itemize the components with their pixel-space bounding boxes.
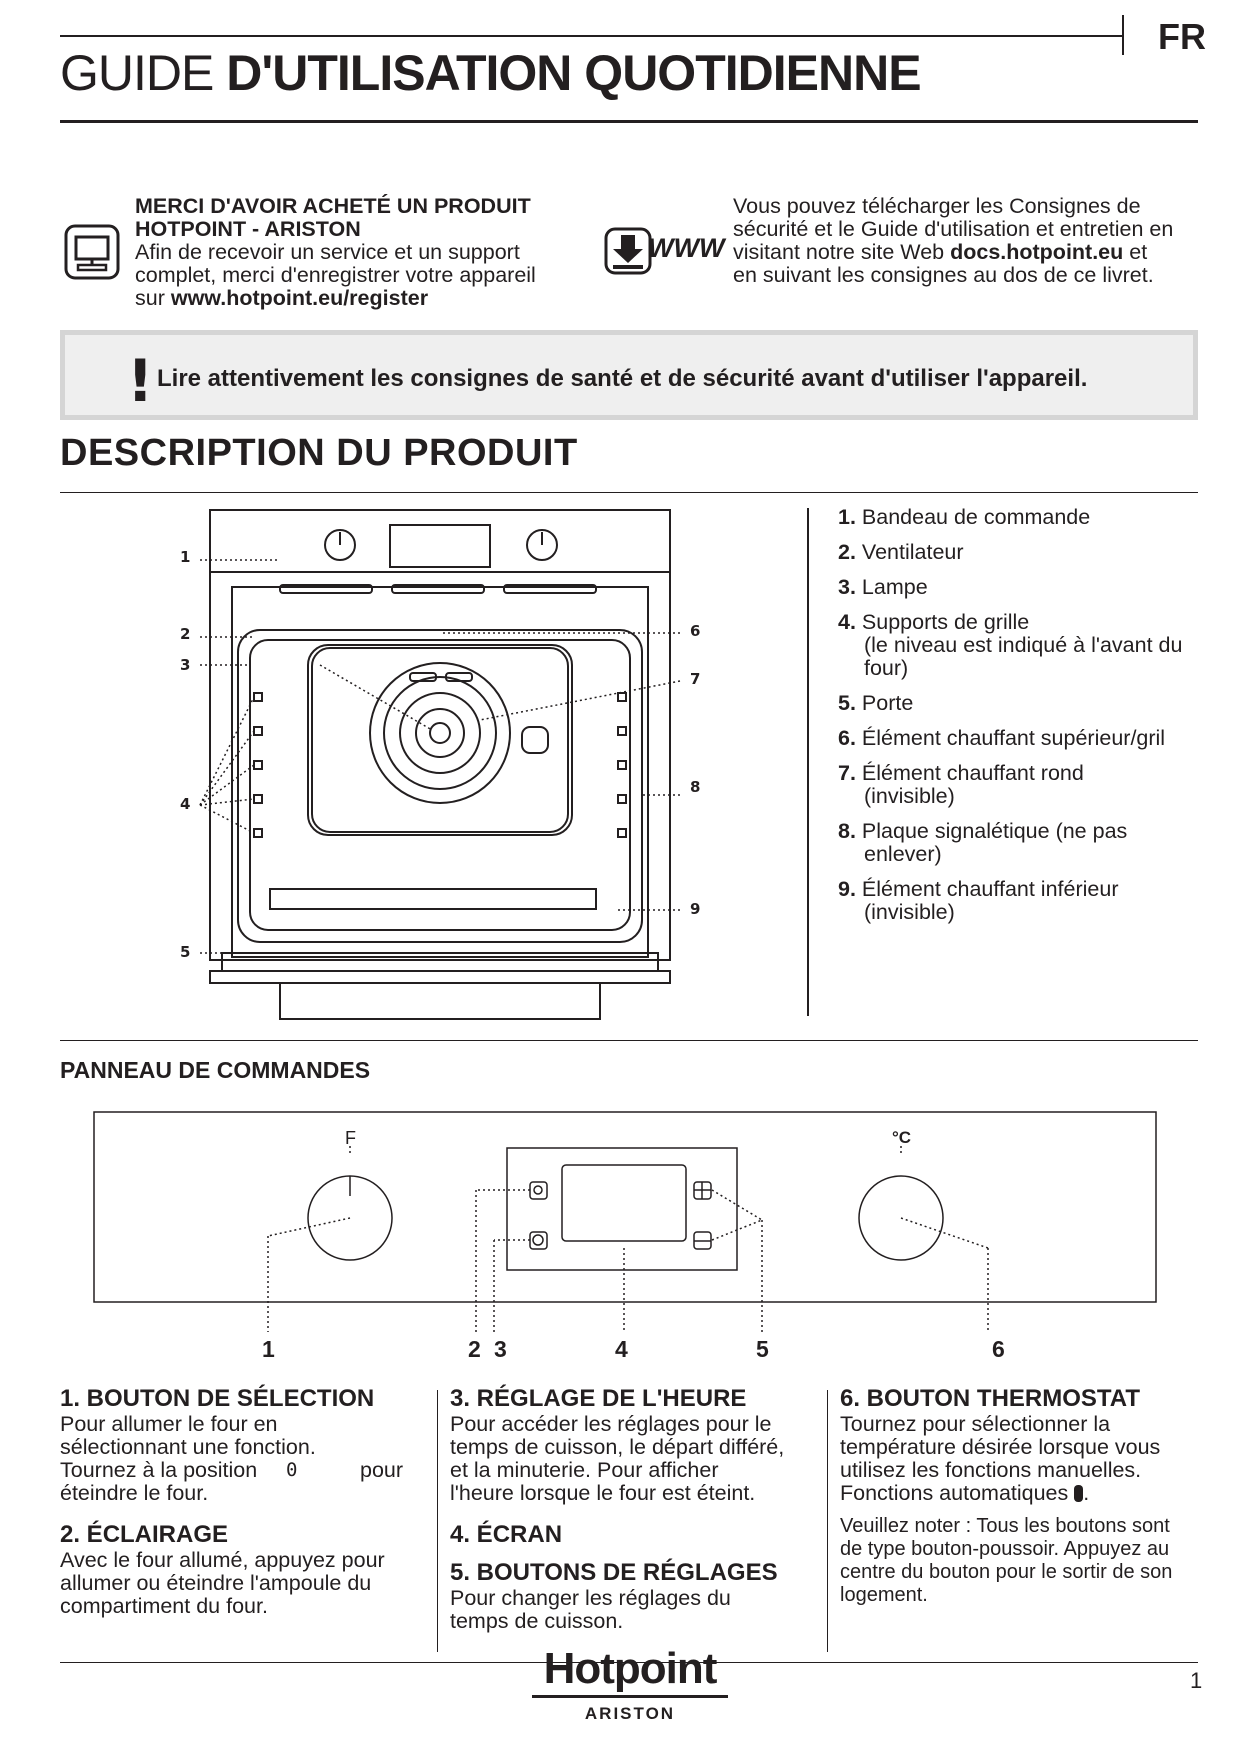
panel-number-5: 5 (756, 1336, 769, 1362)
display-heading: 4. ÉCRAN (450, 1521, 563, 1548)
computer-icon (64, 224, 120, 285)
download-line-2: sécurité et le Guide d'utilisation et entretien en (733, 217, 1174, 241)
description-heading: DESCRIPTION DU PRODUIT (60, 432, 578, 474)
diagram-callout-4: 4 (180, 795, 191, 813)
clock-line-3: et la minuterie. Pour afficher (450, 1458, 719, 1482)
auto-function-icon (1074, 1485, 1083, 1502)
thermostat-auto: Fonctions automatiques (840, 1481, 1069, 1505)
part-item (838, 576, 1218, 599)
part-label: Porte (861, 691, 914, 715)
part-label: Ventilateur (861, 540, 964, 564)
clock-line-1: Pour accéder les réglages pour le (450, 1412, 772, 1436)
download-line-1: Vous pouvez télécharger les Consignes de (733, 194, 1141, 218)
part-item (838, 692, 1218, 715)
docs-url-link[interactable]: docs.hotpoint.eu (950, 240, 1124, 264)
part-item (838, 506, 1218, 529)
description-rule (60, 492, 1198, 493)
register-info (135, 195, 605, 310)
register-url-link[interactable]: www.hotpoint.eu/register (170, 286, 429, 310)
diagram-callout-8: 8 (690, 778, 701, 796)
register-body-1: Afin de recevoir un service et un support (135, 240, 520, 264)
download-prefix: visitant notre site Web (733, 240, 951, 264)
thermostat-line-3: utilisez les fonctions manuelles. (840, 1458, 1142, 1482)
selection-line-1: Pour allumer le four en (60, 1412, 278, 1436)
part-label: Élément chauffant rond (861, 761, 1084, 785)
safety-warning-text: Lire attentivement les consignes de santé et de sécurité avant d'utiliser l'appareil. (157, 365, 1088, 392)
diagram-callout-7: 7 (690, 670, 701, 688)
clock-heading: 3. RÉGLAGE DE L'HEURE (450, 1385, 747, 1412)
page-title-bold: D'UTILISATION QUOTIDIENNE (226, 45, 921, 101)
part-item (838, 762, 1218, 808)
part-item (838, 727, 1218, 750)
header-bottom-rule (60, 120, 1198, 123)
knob-label-celsius: °C (892, 1128, 912, 1147)
header-top-rule (60, 35, 1124, 37)
clock-line-2: temps de cuisson, le départ différé, (450, 1435, 785, 1459)
register-body-2: complet, merci d'enregistrer votre appareil (135, 263, 536, 287)
panel-number-4: 4 (615, 1336, 628, 1362)
part-number: 9. (838, 877, 856, 901)
page-title-light: GUIDE (60, 45, 227, 101)
selection-pour: pour (360, 1458, 404, 1482)
diagram-callout-1: 1 (180, 548, 191, 566)
adjust-line-1: Pour changer les réglages du (450, 1586, 731, 1610)
brand-sub: ARISTON (584, 1704, 676, 1723)
thermostat-line-1: Tournez pour sélectionner la (840, 1412, 1111, 1436)
part-number: 5. (838, 691, 856, 715)
panel-number-6: 6 (992, 1336, 1005, 1362)
page-title (60, 44, 921, 102)
register-heading-1: MERCI D'AVOIR ACHETÉ UN PRODUIT (135, 194, 531, 218)
spacer (450, 1549, 805, 1559)
panel-number-2: 2 (468, 1336, 481, 1362)
part-label: Supports de grille (861, 610, 1030, 634)
clock-line-4: l'heure lorsque le four est éteint. (450, 1481, 756, 1505)
spacer (450, 1505, 805, 1521)
register-body-3 (135, 287, 605, 310)
part-number: 3. (838, 575, 856, 599)
spacer (60, 1505, 415, 1521)
column-clock (450, 1385, 805, 1633)
adjust-line-2: temps de cuisson. (450, 1609, 624, 1633)
part-item (838, 878, 1218, 924)
register-sur: sur (135, 286, 171, 310)
lighting-line-1: Avec le four allumé, appuyez pour (60, 1548, 385, 1572)
hotpoint-ariston-logo (520, 1645, 740, 1724)
language-code: FR (1158, 16, 1206, 57)
selection-knob-heading: 1. BOUTON DE SÉLECTION (60, 1385, 375, 1412)
parts-list (838, 506, 1218, 936)
zero-position-icon: 0 (286, 1459, 298, 1481)
download-suffix: et (1123, 240, 1148, 264)
www-label: WWW (648, 233, 725, 263)
part-number: 1. (838, 505, 856, 529)
column-thermostat (840, 1385, 1210, 1607)
register-heading-2: HOTPOINT - ARISTON (135, 217, 361, 241)
logo-bar (532, 1695, 728, 1698)
thermostat-line-2: température désirée lorsque vous (840, 1435, 1161, 1459)
panel-heading: PANNEAU DE COMMANDES (60, 1057, 371, 1083)
lighting-line-2: allumer ou éteindre l'ampoule du (60, 1571, 372, 1595)
diagram-callout-5: 5 (180, 943, 191, 961)
exclamation-icon: ! (127, 347, 154, 415)
thermostat-heading: 6. BOUTON THERMOSTAT (840, 1385, 1140, 1412)
safety-warning-box (60, 330, 1198, 420)
selection-tourne: Tournez à la position (60, 1458, 258, 1482)
part-sublabel: (le niveau est indiqué à l'avant du four) (864, 633, 1183, 680)
adjust-buttons-heading: 5. BOUTONS DE RÉGLAGES (450, 1559, 778, 1586)
part-label: Élément chauffant inférieur (861, 877, 1119, 901)
thermostat-line-4: Fonctions automatiques . (840, 1481, 1090, 1505)
part-number: 8. (838, 819, 856, 843)
selection-line-3 (60, 1459, 415, 1482)
download-line-4: en suivant les consignes au dos de ce livret. (733, 263, 1154, 287)
diagram-callout-3: 3 (180, 656, 191, 674)
part-label: Lampe (861, 575, 928, 599)
selection-line-4: éteindre le four. (60, 1481, 209, 1505)
oven-diagram (170, 505, 730, 1025)
part-sublabel: enlever) (864, 842, 942, 866)
part-number: 6. (838, 726, 856, 750)
download-line-3 (733, 241, 1203, 264)
brand-name: Hotpoint (543, 1644, 717, 1693)
note-line-4: logement. (840, 1584, 928, 1606)
part-label: Plaque signalétique (ne pas (861, 819, 1128, 843)
part-item (838, 820, 1218, 866)
part-item (838, 541, 1218, 564)
diagram-callout-9: 9 (690, 900, 701, 918)
knob-label-f: F (345, 1128, 356, 1148)
download-info (733, 195, 1203, 287)
lighting-line-3: compartiment du four. (60, 1594, 268, 1618)
panel-rule (60, 1040, 1198, 1041)
part-number: 7. (838, 761, 856, 785)
control-panel-diagram (90, 1108, 1170, 1348)
part-label: Élément chauffant supérieur/gril (861, 726, 1166, 750)
diagram-callout-2: 2 (180, 625, 191, 643)
column-divider-2 (827, 1390, 828, 1652)
column-divider-1 (437, 1390, 438, 1652)
part-item (838, 611, 1218, 680)
page-number: 1 (1190, 1668, 1203, 1693)
diagram-callout-6: 6 (690, 622, 701, 640)
panel-number-1: 1 (262, 1336, 275, 1362)
note-line-1: Veuillez noter : Tous les boutons sont (840, 1515, 1170, 1537)
header-tick (1122, 15, 1124, 55)
part-sublabel: (invisible) (864, 784, 955, 808)
part-number: 2. (838, 540, 856, 564)
column-selection (60, 1385, 415, 1618)
download-icon (604, 227, 652, 280)
lighting-heading: 2. ÉCLAIRAGE (60, 1521, 229, 1548)
spacer (840, 1505, 1210, 1515)
note-line-2: de type bouton-poussoir. Appuyez au (840, 1538, 1170, 1560)
part-number: 4. (838, 610, 856, 634)
part-sublabel: (invisible) (864, 900, 955, 924)
selection-line-2: sélectionnant une fonction. (60, 1435, 316, 1459)
description-divider (807, 508, 809, 1016)
note-line-3: centre du bouton pour le sortir de son (840, 1561, 1173, 1583)
panel-number-3: 3 (494, 1336, 507, 1362)
part-label: Bandeau de commande (861, 505, 1091, 529)
